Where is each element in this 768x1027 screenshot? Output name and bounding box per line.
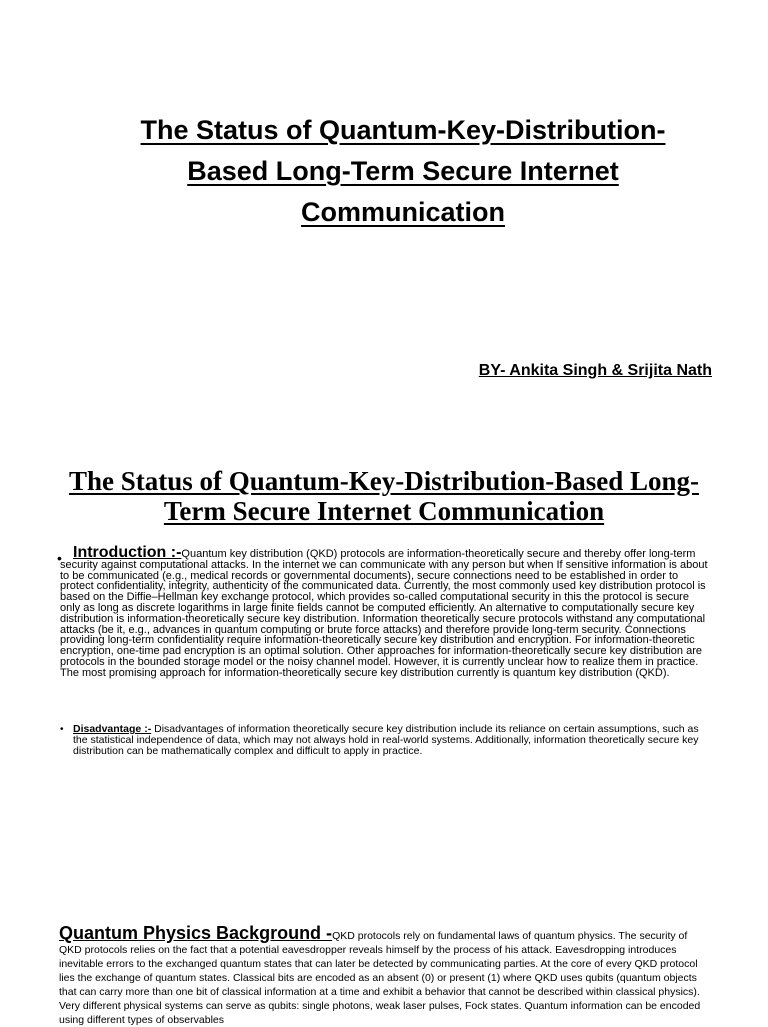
introduction-block [57,544,710,679]
title-slide-heading: The Status of Quantum-Key-Distribution-Based Long-Term Secure Internet Communication [140,115,666,227]
content-slide-heading: The Status of Quantum-Key-Distribution-Based Long-Term Secure Internet Communication [68,466,700,526]
author-line: BY- Ankita Singh & Srijita Nath [478,362,712,379]
disadvantage-block [60,724,710,757]
bullet-marker: • [57,550,62,566]
quantum-physics-background-block [59,923,709,1027]
introduction-heading: Introduction :- [73,544,182,561]
disadvantage-heading: Disadvantage :- [73,723,152,735]
quantum-physics-background-heading: Quantum Physics Background - [59,923,333,943]
title-slide [0,0,768,436]
quantum-physics-background-text: QKD protocols rely on fundamental laws of quantum physics. The security of QKD protocols relies on the fact that a potential eavesdropper reveals himself by the process of his attack. Eavesdropping introduces inevitable errors to the exchanged quantum states that can later be detected by communicating parties. At the core of every QKD protocol lies the exchange of quantum states. Classical bits are encoded as an absent (0) or present (1) where QKD uses qubits (quantum objects that can carry more than one bit of classical information at a time and exhibit a behavior that cannot be described within classical physics). Very different physical systems can serve as qubits: single photons, weak laser pulses, Fock states. Quantum information can be encoded using different types of observables [59,930,701,1026]
introduction-text: Quantum key distribution (QKD) protocols are information-theoretically secure and thereby offer long-term security against computational attacks. In the internet we can communicate with any person but when If sensitive information is about to be communicated (e.g., medical records or governmental documents), secure connections need to be established in order to protect confidentiality, integrity, authenticity of the communicated data. Currently, the most commonly used key distribution protocol is based on the Diffie–Hellman key exchange protocol, which provides so-called computational security in this the protocol is secure only as long as discrete logarithms in large finite fields cannot be computed efficiently. An alternative to computationally secure key distribution is information-theoretically secure key distribution. Information theoretically secure protocols withstand any computational attacks (be it, e.g., advances in quantum computing or brute force attacks) and therefore provide long-term security. Connections providing long-term confidentiality require information-theoretically secure key distribution and encryption. For information-theoretic encryption, one-time pad encryption is an optimal solution. Other approaches for information-theoretically secure key distribution are protocols in the bounded storage model or the noisy channel model. However, it is currently unclear how to realize them in practice. The most promising approach for information-theoretically secure key distribution currently is quantum key distribution (QKD). [60,548,708,679]
content-slide [0,436,768,1024]
disadvantage-text: Disadvantages of information theoretically secure key distribution include its reliance on certain assumptions, such as the statistical independence of data, which may not always hold in real-world systems. Additionally, information theoretically secure key distribution can be mathematically complex and difficult to apply in practice. [73,723,699,757]
bullet-marker: • [60,724,64,735]
